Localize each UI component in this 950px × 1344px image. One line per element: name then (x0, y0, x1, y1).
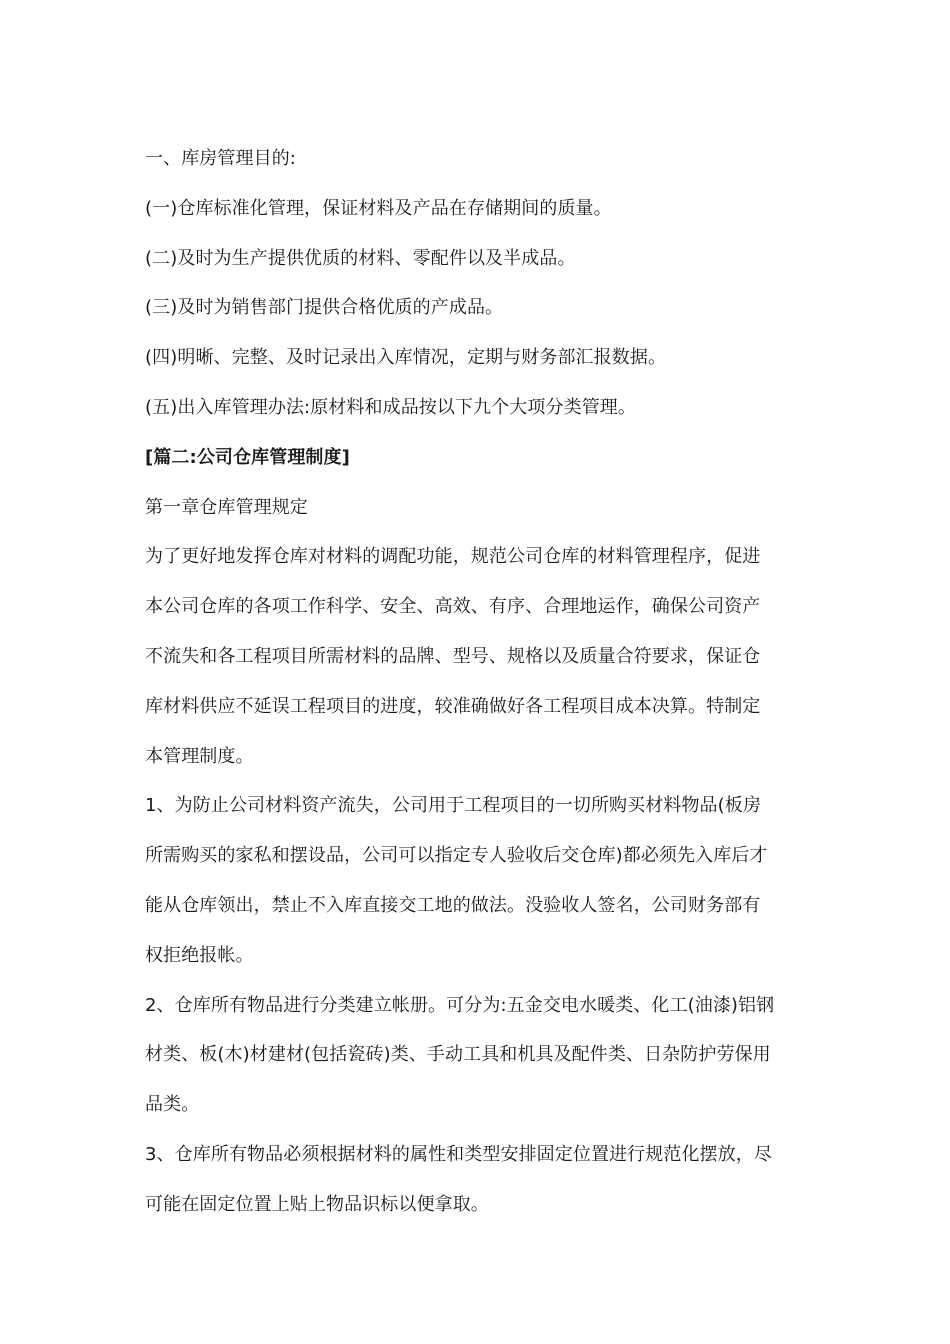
section-heading-purpose: 一、库房管理目的: (145, 148, 296, 169)
rule-1-line-2: 所需购买的家私和摆设品，公司可以指定专人验收后交仓库)都必须先入库后才 (145, 845, 768, 867)
purpose-item-4: (四)明晰、完整、及时记录出入库情况，定期与财务部汇报数据。 (145, 347, 667, 369)
rule-2-line-1: 2、仓库所有物品进行分类建立帐册。可分为:五金交电水暖类、化工(油漆)铝钢 (145, 994, 775, 1016)
intro-paragraph-line-2: 本公司仓库的各项工作科学、安全、高效、有序、合理地运作，确保公司资产 (145, 596, 761, 618)
intro-paragraph-line-4: 库材料供应不延误工程项目的进度，较准确做好各工程项目成本决算。特制定 (145, 695, 761, 717)
rule-1-line-3: 能从仓库领出，禁止不入库直接交工地的做法。没验收人签名，公司财务部有 (145, 894, 761, 916)
purpose-item-1: (一)仓库标准化管理，保证材料及产品在存储期间的质量。 (145, 197, 612, 219)
rule-3-line-1: 3、仓库所有物品必须根据材料的属性和类型安排固定位置进行规范化摆放，尽 (145, 1143, 772, 1165)
intro-paragraph-line-5: 本管理制度。 (145, 745, 254, 767)
rule-2-line-3: 品类。 (145, 1094, 200, 1116)
rule-2-line-2: 材类、板(木)材建材(包括瓷砖)类、手动工具和机具及配件类、日杂防护劳保用 (145, 1044, 771, 1066)
rule-3-line-2: 可能在固定位置上贴上物品识标以便拿取。 (145, 1193, 489, 1215)
purpose-item-5: (五)出入库管理办法:原材料和成品按以下九个大项分类管理。 (145, 396, 637, 418)
rule-1-line-1: 1、为防止公司材料资产流失，公司用于工程项目的一切所购买材料物品(板房 (145, 795, 761, 817)
intro-paragraph-line-1: 为了更好地发挥仓库对材料的调配功能，规范公司仓库的材料管理程序，促进 (145, 546, 761, 568)
intro-paragraph-line-3: 不流失和各工程项目所需材料的品牌、型号、规格以及质量合符要求，保证仓 (145, 645, 761, 667)
purpose-item-2: (二)及时为生产提供优质的材料、零配件以及半成品。 (145, 247, 576, 269)
part-two-title: [篇二:公司仓库管理制度] (145, 446, 350, 468)
purpose-item-3: (三)及时为销售部门提供合格优质的产成品。 (145, 297, 504, 319)
rule-1-line-4: 权拒绝报帐。 (145, 944, 254, 966)
chapter-one-title: 第一章仓库管理规定 (145, 496, 308, 518)
document-body (145, 134, 810, 1230)
